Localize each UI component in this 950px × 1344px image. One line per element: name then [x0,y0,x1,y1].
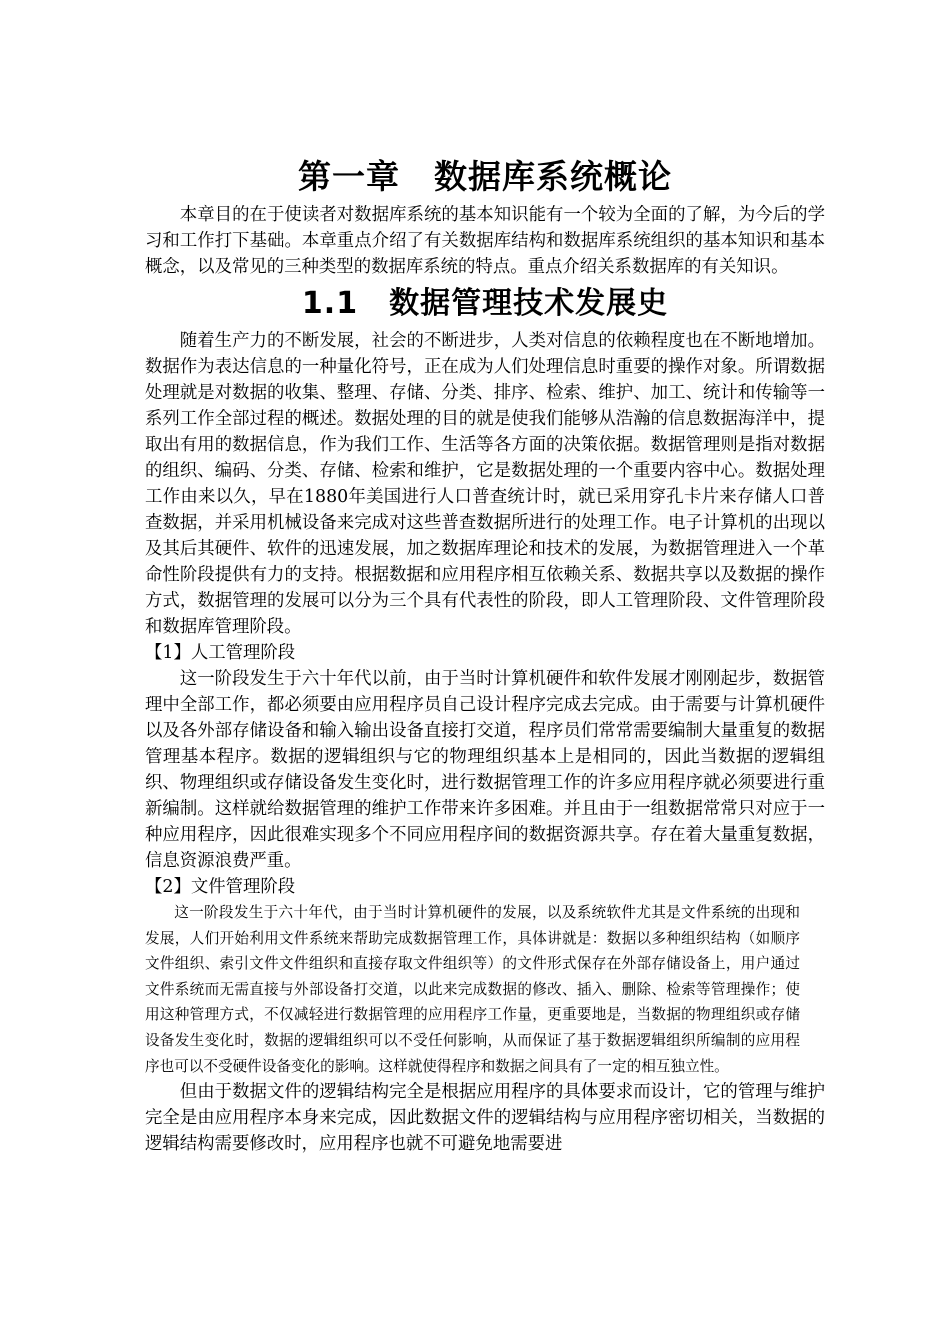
chapter-title: 第一章 数据库系统概论 [298,157,672,196]
stage1-paragraph: 这一阶段发生于六十年代以前，由于当时计算机硬件和软件发展才刚刚起步，数据管理中全部工作，都必须要由应用程序员自己设计程序完成去完成。由于需要与计算机硬件以及各外部存储设备和输入输出设备直接打交道，程序员们常常需要编制大量重复的数据管理基本程序。数据的逻辑组织与它的物理组织基本上是相同的，因此当数据的逻辑组织、物理组织或存储设备发生变化时，进行数据管理工作的许多应用程序就必须要进行重新编制。这样就给数据管理的维护工作带来许多困难。并且由于一组数据常常只对应于一种应用程序，因此很难实现多个不同应用程序间的数据资源共享。存在着大量重复数据，信息资源浪费严重。 [145,669,825,871]
stage1-heading: 【1】人工管理阶段 [145,643,296,663]
stage2-paragraph-2: 但由于数据文件的逻辑结构完全是根据应用程序的具体要求而设计，它的管理与维护完全是由应用程序本身来完成，因此数据文件的逻辑结构与应用程序密切相关，当数据的逻辑结构需要修改时，应用程序也就不可避免地需要进 [145,1082,825,1155]
chapter-intro: 本章目的在于使读者对数据库系统的基本知识能有一个较为全面的了解，为今后的学习和工作打下基础。本章重点介绍了有关数据库结构和数据库系统组织的基本知识和基本概念，以及常见的三种类型的数据库系统的特点。重点介绍关系数据库的有关知识。 [145,205,825,277]
stage2-paragraph: 这一阶段发生于六十年代，由于当时计算机硬件的发展，以及系统软件尤其是文件系统的出现和发展，人们开始利用文件系统来帮助完成数据管理工作，具体讲就是：数据以多种组织结构（如顺序文件组织、索引文件文件组织和直接存取文件组织等）的文件形式保存在外部存储设备上，用户通过文件系统而无需直接与外部设备打交道，以此来完成数据的修改、插入、删除、检索等管理操作；使用这种管理方式，不仅减轻进行数据管理的应用程序工作量，更重要地是，当数据的物理组织或存储设备发生变化时，数据的逻辑组织可以不受任何影响，从而保证了基于数据逻辑组织所编制的应用程序也可以不受硬件设备变化的影响。这样就使得程序和数据之间具有了一定的相互独立性。 [145,904,800,1075]
stage2-heading: 【2】文件管理阶段 [145,877,296,897]
section-paragraph: 随着生产力的不断发展，社会的不断进步，人类对信息的依赖程度也在不断地增加。数据作为表达信息的一种量化符号，正在成为人们处理信息时重要的操作对象。所谓数据处理就是对数据的收集、整理、存储、分类、排序、检索、维护、加工、统计和传输等一系列工作全部过程的概述。数据处理的目的就是使我们能够从浩瀚的信息数据海洋中，提取出有用的数据信息，作为我们工作、生活等各方面的决策依据。数据管理则是指对数据的组织、编码、分类、存储、检索和维护，它是数据处理的一个重要内容中心。数据处理工作由来以久，早在1880年美国进行人口普查统计时，就已采用穿孔卡片来存储人口普查数据，并采用机械设备来完成对这些普查数据所进行的处理工作。电子计算机的出现以及其后其硬件、软件的迅速发展，加之数据库理论和技术的发展，为数据管理进入一个革命性阶段提供有力的支持。根据数据和应用程序相互依赖关系、数据共享以及数据的操作方式，数据管理的发展可以分为三个具有代表性的阶段，即人工管理阶段、文件管理阶段和数据库管理阶段。 [145,331,825,637]
document-page [145,152,825,1157]
section-title: 1.1 数据管理技术发展史 [301,286,669,321]
